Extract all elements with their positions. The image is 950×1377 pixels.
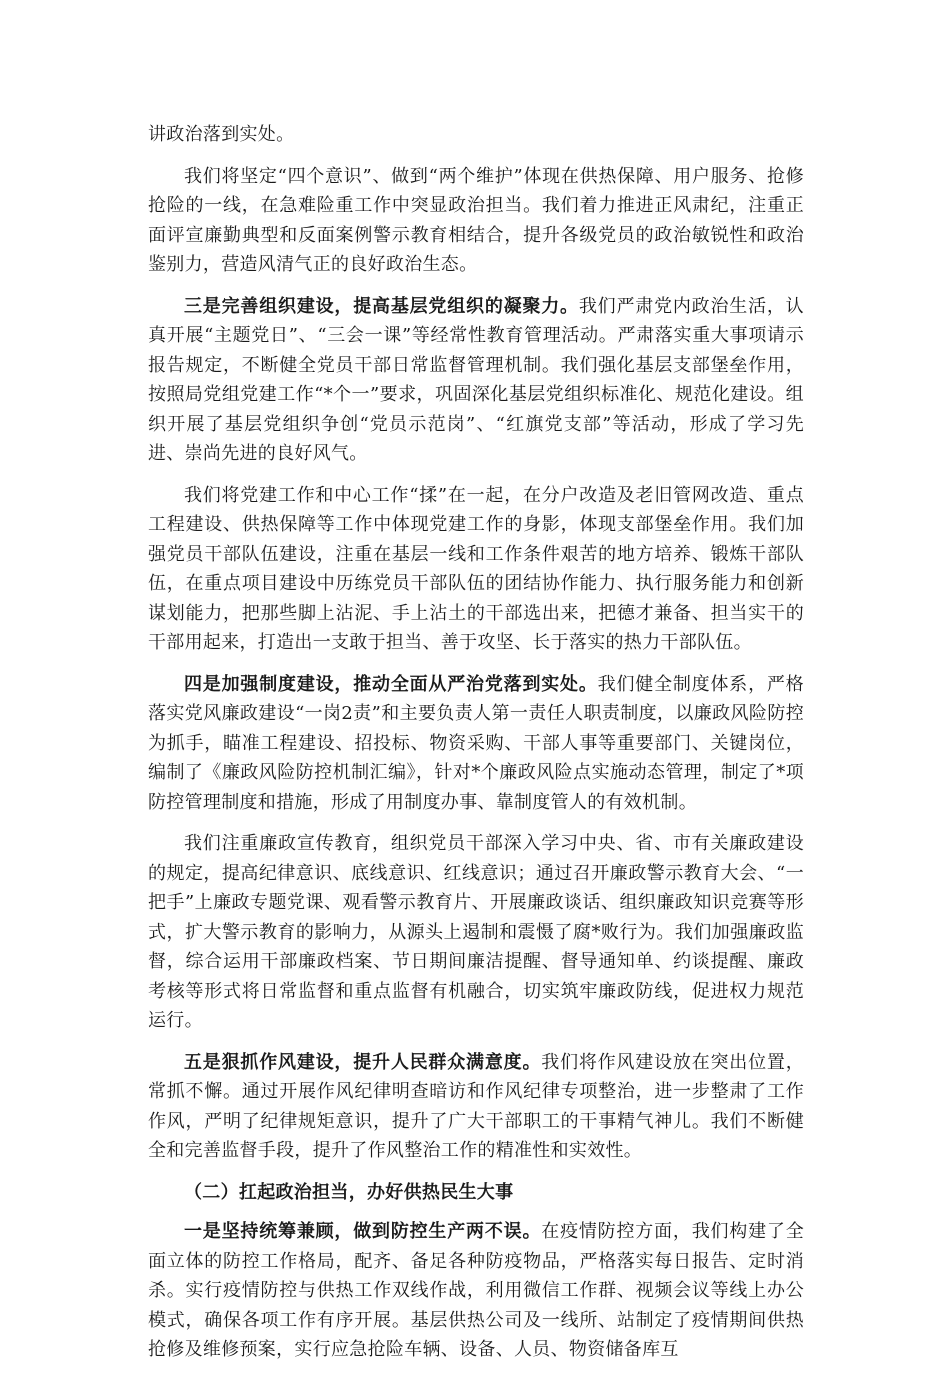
section-heading: （二）扛起政治担当，办好供热民生大事	[184, 1181, 514, 1203]
paragraph-lead: 三是完善组织建设，提高基层党组织的凝聚力。	[184, 295, 579, 317]
paragraph-text: 我们注重廉政宣传教育，组织党员干部深入学习中央、省、市有关廉政建设的规定，提高纪律意识、底线意识、红线意识；通过召开廉政警示教育大会、“一把手”上廉政专题党课、观看警示教育片、开展廉政谈话、组织廉政知识竞赛等形式，扩大警示教育的影响力，从源头上遏制和震慑了腐*败行为。我们加强廉政监督，综合运用干部廉政档案、节日期间廉洁提醒、督导通知单、约谈提醒、廉政考核等形式将日常监督和重点监督有机融合，切实筑牢廉政防线，促进权力规范运行。	[148, 833, 804, 1031]
paragraph-lead: 一是坚持统筹兼顾，做到防控生产两不误。	[184, 1221, 542, 1242]
paragraph-2	[148, 162, 804, 280]
document-page	[148, 120, 804, 1377]
paragraph-5	[148, 670, 804, 818]
paragraph-text: 我们将党建工作和中心工作“揉”在一起，在分户改造及老旧管网改造、重点工程建设、供热保障等工作中体现党建工作的身影，体现支部堡垒作用。我们加强党员干部队伍建设，注重在基层一线和工作条件艰苦的地方培养、锻炼干部队伍，在重点项目建设中历练党员干部队伍的团结协作能力、执行服务能力和创新谋划能力，把那些脚上沾泥、手上沾土的干部选出来，把德才兼备、担当实干的干部用起来，打造出一支敢于担当、善于攻坚、长于落实的热力干部队伍。	[148, 484, 804, 653]
paragraph-8	[148, 1217, 804, 1365]
paragraph-text: 我们健全制度体系，严格落实党风廉政建设“一岗2责”和主要负责人第一责任人职责制度，以廉政风险防控为抓手，瞄准工程建设、招投标、物资采购、干部人事等重要部门、关键岗位，编制了《廉政风险防控机制汇编》，针对*个廉政风险点实施动态管理，制定了*项防控管理制度和措施，形成了用制度办事、靠制度管人的有效机制。	[148, 673, 804, 813]
paragraph-text: 我们将作风建设放在突出位置，常抓不懈。通过开展作风纪律明查暗访和作风纪律专项整治，进一步整肃了工作作风，严明了纪律规矩意识，提升了广大干部职工的干事精气神儿。我们不断健全和完善监督手段，提升了作风整治工作的精准性和实效性。	[148, 1051, 805, 1161]
paragraph-3	[148, 292, 804, 469]
paragraph-text: 讲政治落到实处。	[148, 124, 295, 145]
paragraph-lead: 四是加强制度建设，推动全面从严治党落到实处。	[184, 673, 598, 695]
paragraph-text: 在疫情防控方面，我们构建了全面立体的防控工作格局，配齐、备足各种防疫物品，严格落实每日报告、定时消杀。实行疫情防控与供热工作双线作战，利用微信工作群、视频会议等线上办公模式，确保各项工作有序开展。基层供热公司及一线所、站制定了疫情期间供热抢修及维修预案，实行应急抢险车辆、设备、人员、物资储备库互	[148, 1221, 805, 1360]
paragraph-text: 我们严肃党内政治生活，认真开展“主题党日”、“三会一课”等经常性教育管理活动。严肃落实重大事项请示报告规定，不断健全党员干部日常监督管理机制。我们强化基层支部堡垒作用，按照局党组党建工作“*个一”要求，巩固深化基层党组织标准化、规范化建设。组织开展了基层党组织争创“党员示范岗”、“红旗党支部”等活动，形成了学习先进、崇尚先进的良好风气。	[148, 295, 804, 464]
paragraph-1	[148, 120, 804, 150]
paragraph-text: 我们将坚定“四个意识”、做到“两个维护”体现在供热保障、用户服务、抢修抢险的一线，在急难险重工作中突显政治担当。我们着力推进正风肃纪，注重正面评宣廉勤典型和反面案例警示教育相结合，提升各级党员的政治敏锐性和政治鉴别力，营造风清气正的良好政治生态。	[148, 165, 804, 275]
paragraph-lead: 五是狠抓作风建设，提升人民群众满意度。	[184, 1051, 542, 1073]
paragraph-6	[148, 829, 804, 1036]
paragraph-7	[148, 1048, 804, 1166]
paragraph-4	[148, 481, 804, 658]
